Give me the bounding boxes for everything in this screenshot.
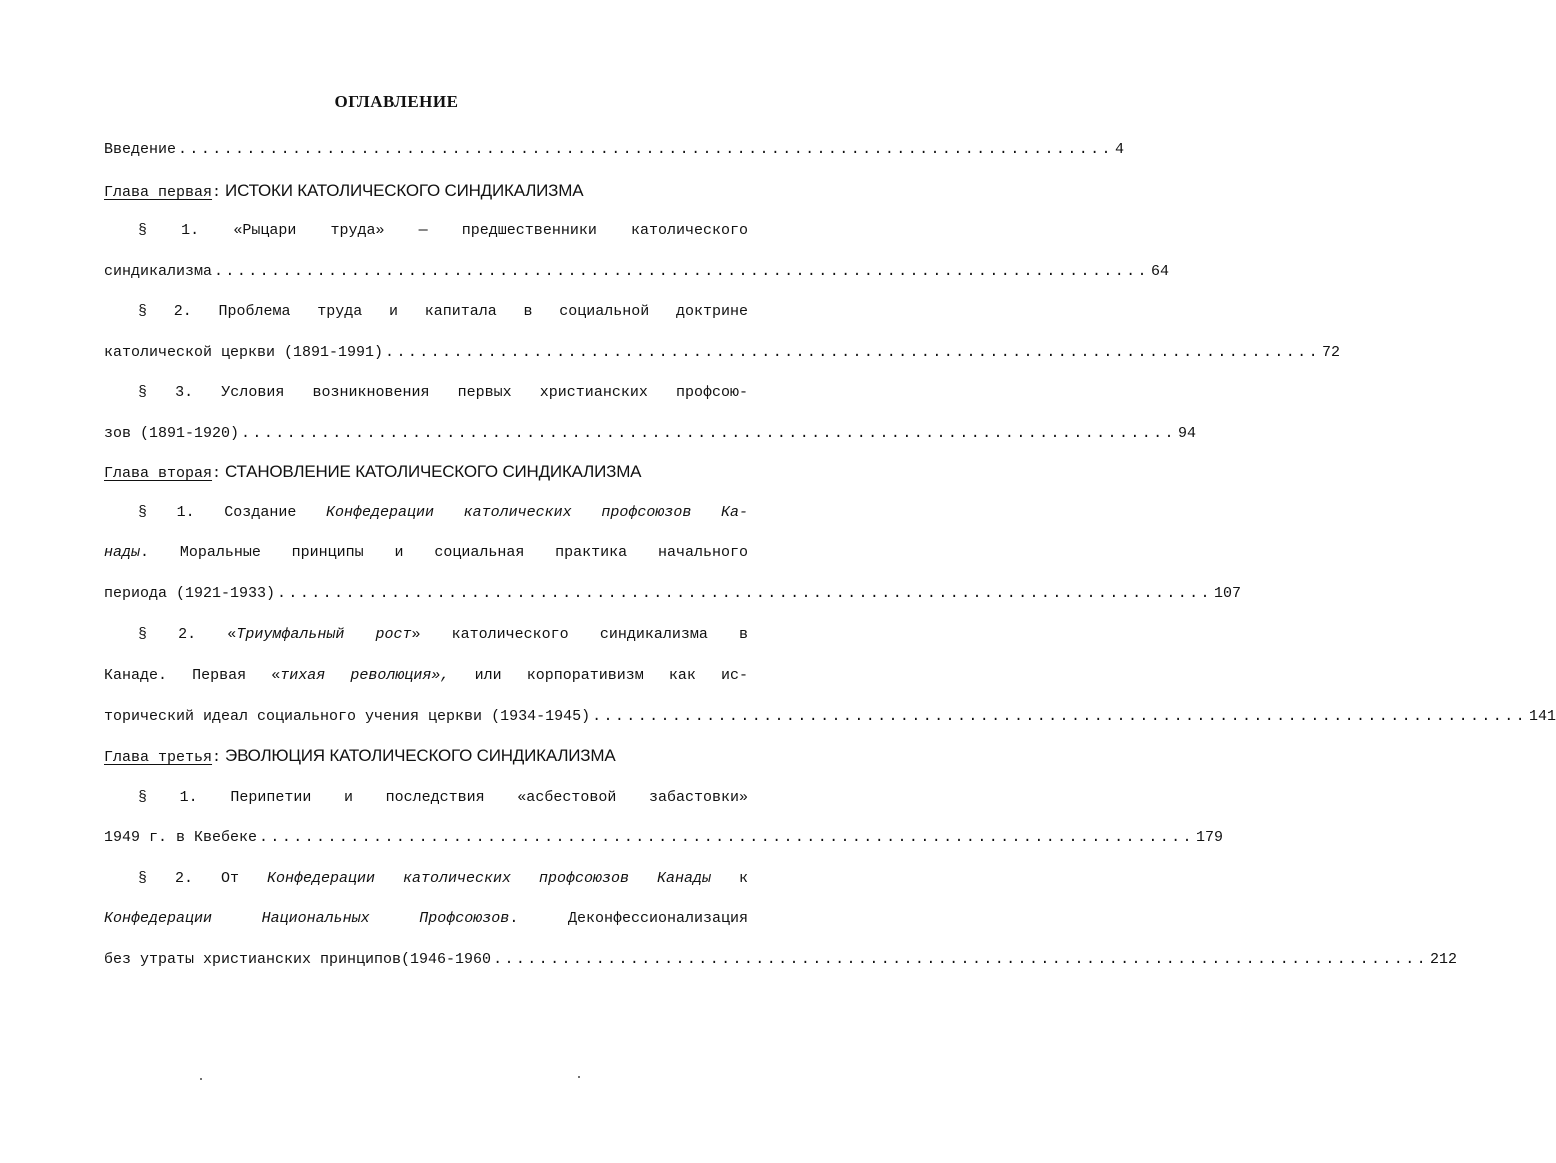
page-number: 212 <box>1430 951 1458 968</box>
chapter-title: СТАНОВЛЕНИЕ КАТОЛИЧЕСКОГО СИНДИКАЛИЗМА <box>225 462 642 481</box>
chapter-3-heading[interactable]: Глава третья : ЭВОЛЮЦИЯ КАТОЛИЧЕСКОГО СИНДИКАЛИЗМА <box>104 743 748 769</box>
section-2-1-line1: § 1. Создание Конфедерации католических профсоюзов Ка- <box>138 504 748 521</box>
entry-text: католической церкви (1891-1991) <box>104 344 384 361</box>
toc-entry-2-1[interactable] <box>104 581 1241 607</box>
toc-entry-2-2[interactable] <box>104 704 1556 730</box>
page-number: 179 <box>1195 829 1223 846</box>
chapter-title: ЭВОЛЮЦИЯ КАТОЛИЧЕСКОГО СИНДИКАЛИЗМА <box>225 746 616 765</box>
entry-text: зов (1891-1920) <box>104 425 240 442</box>
chapter-label: Глава третья <box>104 749 213 766</box>
entry-text: Введение <box>104 141 177 158</box>
section-2-2-line1: § 2. «Триумфальный рост» католического синдикализма в <box>138 626 748 643</box>
dot-leader: .................................................................................. <box>277 585 1212 602</box>
chapter-2-heading[interactable]: Глава вторая : СТАНОВЛЕНИЕ КАТОЛИЧЕСКОГО СИНДИКАЛИЗМА <box>104 459 748 485</box>
dot-leader: .................................................................................. <box>592 708 1528 725</box>
scan-speck <box>200 1078 202 1080</box>
dot-leader: .................................................................................. <box>214 263 1149 280</box>
entry-text: синдикализма <box>104 263 213 280</box>
page-number: 4 <box>1114 141 1124 158</box>
section-3-2-line2: Конфедерации Национальных Профсоюзов. Деконфессионализация <box>104 910 748 927</box>
section-1-1-line1: § 1. «Рыцари труда» — предшественники католического <box>138 222 748 239</box>
page-number: 141 <box>1529 708 1556 725</box>
section-3-2-line1: § 2. От Конфедерации католических профсоюзов Канады к <box>138 870 748 887</box>
dot-leader: .................................................................................. <box>493 951 1428 968</box>
section-1-3-line1: § 3. Условия возникновения первых христианских профсою- <box>138 384 748 401</box>
page-number: 64 <box>1150 263 1169 280</box>
entry-text: периода (1921-1933) <box>104 585 276 602</box>
dot-leader: .................................................................................. <box>259 829 1194 846</box>
toc-entry-3-2[interactable] <box>104 947 1458 973</box>
entry-text: без утраты христианских принципов(1946-1960 <box>104 951 492 968</box>
dot-leader: .................................................................................. <box>241 425 1176 442</box>
section-2-2-line2: Канаде. Первая «тихая революция», или корпоративизм как ис- <box>104 667 748 684</box>
section-2-1-line2: нады. Моральные принципы и социальная практика начального <box>104 544 748 561</box>
entry-text: торический идеал социального учения церкви (1934-1945) <box>104 708 591 725</box>
toc-entry-3-1[interactable] <box>104 825 1223 851</box>
chapter-label: Глава первая <box>104 184 213 201</box>
page-number: 107 <box>1213 585 1241 602</box>
chapter-label: Глава вторая <box>104 465 213 482</box>
chapter-1-heading[interactable]: Глава первая : ИСТОКИ КАТОЛИЧЕСКОГО СИНДИКАЛИЗМА <box>104 178 748 204</box>
toc-entry-1-1[interactable] <box>104 259 1169 285</box>
toc-entry-1-2[interactable] <box>104 340 1340 366</box>
entry-text: 1949 г. в Квебеке <box>104 829 258 846</box>
toc-entry-1-3[interactable] <box>104 421 1196 447</box>
toc-heading: ОГЛАВЛЕНИЕ <box>334 92 459 111</box>
section-1-2-line1: § 2. Проблема труда и капитала в социальной доктрине <box>138 303 748 320</box>
page-number: 94 <box>1177 425 1196 442</box>
page-number: 72 <box>1321 344 1340 361</box>
dot-leader: .................................................................................. <box>385 344 1320 361</box>
dot-leader: .................................................................................. <box>178 141 1113 158</box>
section-3-1-line1: § 1. Перипетии и последствия «асбестовой забастовки» <box>138 789 748 806</box>
toc-entry-intro[interactable] <box>104 137 1124 163</box>
scan-speck <box>578 1076 580 1078</box>
chapter-title: ИСТОКИ КАТОЛИЧЕСКОГО СИНДИКАЛИЗМА <box>225 181 584 200</box>
